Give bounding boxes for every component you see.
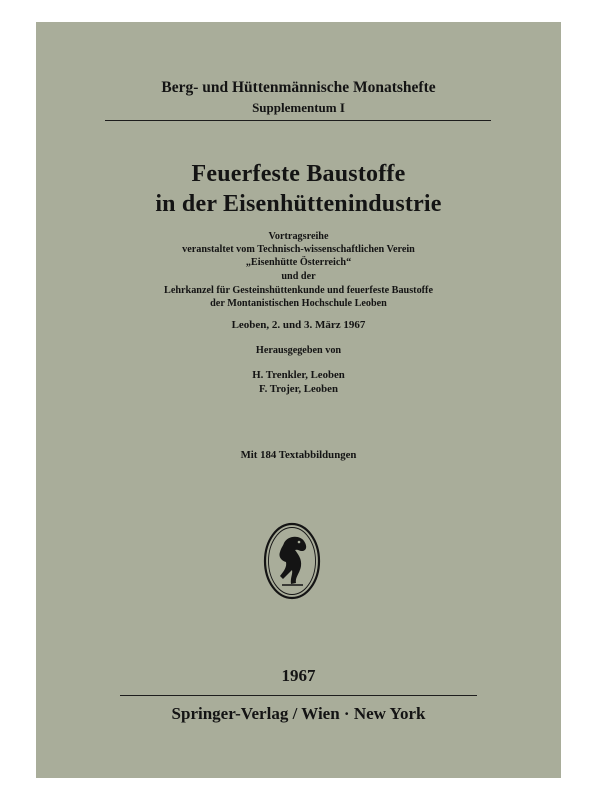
publisher-imprint: Springer-Verlag / Wien · New York: [171, 704, 426, 723]
editors-label: Herausgegeben von: [255, 345, 342, 356]
book-cover: [36, 22, 561, 778]
illustrations-note: Mit 184 Textabbildungen: [240, 449, 357, 461]
description-line-6: der Montanistischen Hochschule Leoben: [210, 298, 387, 309]
description-line-5: Lehrkanzel für Gesteinshüttenkunde und feuerfeste Baustoffe: [164, 285, 433, 296]
series-name: Berg- und Hüttenmännische Monatshefte: [161, 79, 436, 96]
event-date: Leoben, 2. und 3. März 1967: [231, 319, 366, 331]
editor-name: F. Trojer, Leoben: [259, 383, 338, 395]
description-line-1: Vortragsreihe: [268, 231, 329, 242]
series-supplement: Supplementum I: [252, 100, 345, 115]
book-title-line-2: in der Eisenhüttenindustrie: [155, 191, 442, 217]
publication-year: 1967: [281, 666, 316, 685]
bottom-divider: [120, 695, 477, 696]
editor-name: H. Trenkler, Leoben: [252, 369, 345, 381]
springer-horse-emblem-icon: [262, 521, 322, 601]
book-title-line-1: Feuerfeste Baustoffe: [191, 161, 406, 187]
description-line-2: veranstaltet vom Technisch-wissenschaftlichen Verein: [182, 244, 415, 255]
top-divider: [105, 120, 491, 121]
description-line-4: und der: [281, 271, 316, 282]
description-line-3: „Eisenhütte Österreich“: [245, 257, 352, 268]
